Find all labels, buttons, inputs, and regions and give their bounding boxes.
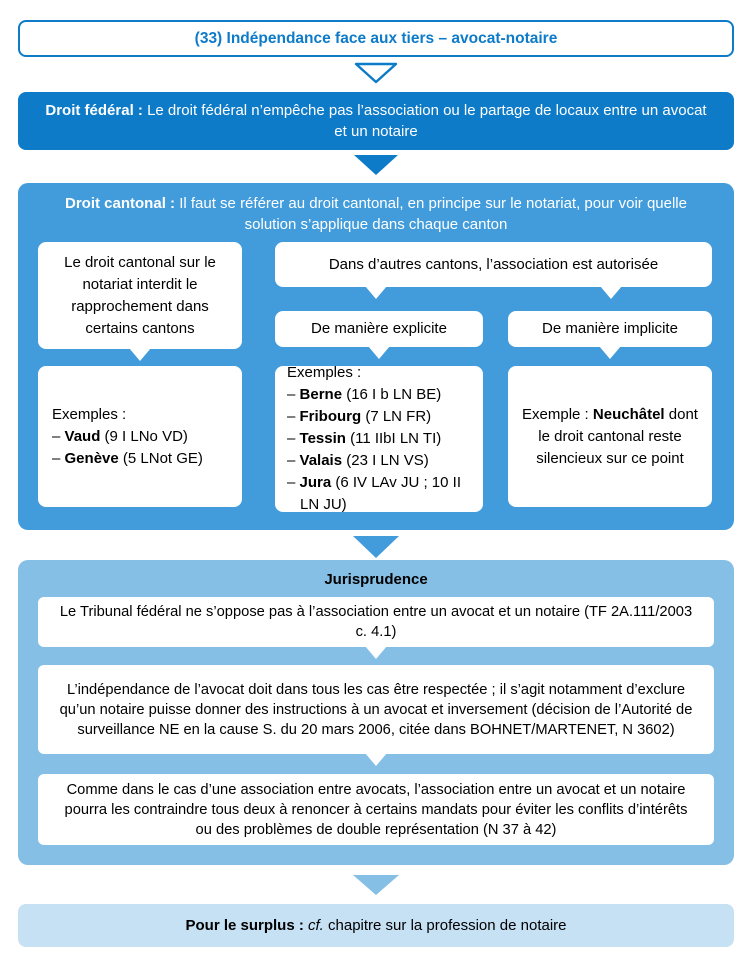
pointer-down-icon	[365, 646, 387, 659]
autorisation-box: Dans d’autres cantons, l’association est autorisée	[275, 242, 712, 287]
federal-law-text: Droit fédéral : Le droit fédéral n’empêche pas l’association ou le partage de locaux entre un avocat et un notaire	[45, 102, 707, 140]
example-implicit-box	[508, 366, 712, 507]
jurisprudence-item: Le Tribunal fédéral ne s’oppose pas à l’association entre un avocat et un notaire (TF 2A.111/2003 c. 4.1)	[38, 597, 714, 647]
list-item: – Valais (23 I LN VS)	[287, 452, 429, 469]
cantonal-law-label: Droit cantonal :	[65, 195, 176, 212]
list-item: – Vaud (9 I LNo VD)	[52, 427, 188, 445]
implicit-box: De manière implicite	[508, 311, 712, 347]
pointer-down-icon	[368, 346, 390, 359]
list-item: – Tessin (11 IIbI LN TI)	[287, 430, 442, 447]
footer-text: Pour le surplus : cf. chapitre sur la profession de notaire	[185, 917, 567, 934]
jurisprudence-item: Comme dans le cas d’une association entre avocats, l’association entre un avocat et un notaire pourra les contraindre tous deux à renoncer à certains mandats pour éviter les conflits d’intérêts ou des problèmes de double représentation (N 37 à 42)	[38, 774, 714, 845]
examples-interdiction-box	[38, 366, 242, 507]
federal-law-box	[18, 92, 734, 150]
example-implicit-text: Exemple : Neuchâtel dont le droit cantonal reste silencieux sur ce point	[522, 405, 698, 467]
pointer-down-icon	[365, 286, 387, 299]
pointer-down-icon	[129, 348, 151, 361]
cantonal-law-header: Droit cantonal : Il faut se référer au droit cantonal, en principe sur le notariat, pour voir quelle solution s’applique dans chaque canton	[65, 195, 687, 233]
list-item: – Fribourg (7 LN FR)	[287, 408, 432, 425]
jurisprudence-item: L’indépendance de l’avocat doit dans tous les cas être respectée ; il s’agit notamment d’exclure qu’un notaire puisse donner des instructions à un avocat et inversement (décision de l’Autorité de surveillance NE en la cause S. du 20 mars 2006, citée dans BOHNET/MARTENET, N 3602)	[38, 665, 714, 754]
examples-explicit-box	[275, 366, 483, 512]
pointer-down-icon	[600, 286, 622, 299]
examples-heading: Exemples :	[287, 364, 362, 381]
cantonal-law-panel	[18, 183, 734, 530]
explicit-box: De manière explicite	[275, 311, 483, 347]
examples-heading: Exemples :	[52, 405, 127, 423]
footer-box	[18, 904, 734, 947]
arrow-down-icon	[354, 155, 398, 175]
list-item: – Jura (6 IV LAv JU ; 10 II LN JU)	[287, 474, 461, 513]
list-item: – Genève (5 LNot GE)	[52, 449, 203, 467]
arrow-down-outline-icon	[354, 62, 398, 84]
interdiction-box: Le droit cantonal sur le notariat interdit le rapprochement dans certains cantons	[38, 242, 242, 349]
federal-law-label: Droit fédéral :	[45, 102, 143, 119]
pointer-down-icon	[599, 346, 621, 359]
page-title: (33) Indépendance face aux tiers – avocat-notaire	[194, 29, 558, 47]
pointer-down-icon	[365, 753, 387, 766]
title-box	[18, 20, 734, 57]
arrow-down-icon	[353, 875, 399, 895]
jurisprudence-panel	[18, 560, 734, 865]
arrow-down-icon	[353, 536, 399, 558]
jurisprudence-title: Jurisprudence	[324, 571, 428, 588]
list-item: – Berne (16 I b LN BE)	[287, 386, 442, 403]
